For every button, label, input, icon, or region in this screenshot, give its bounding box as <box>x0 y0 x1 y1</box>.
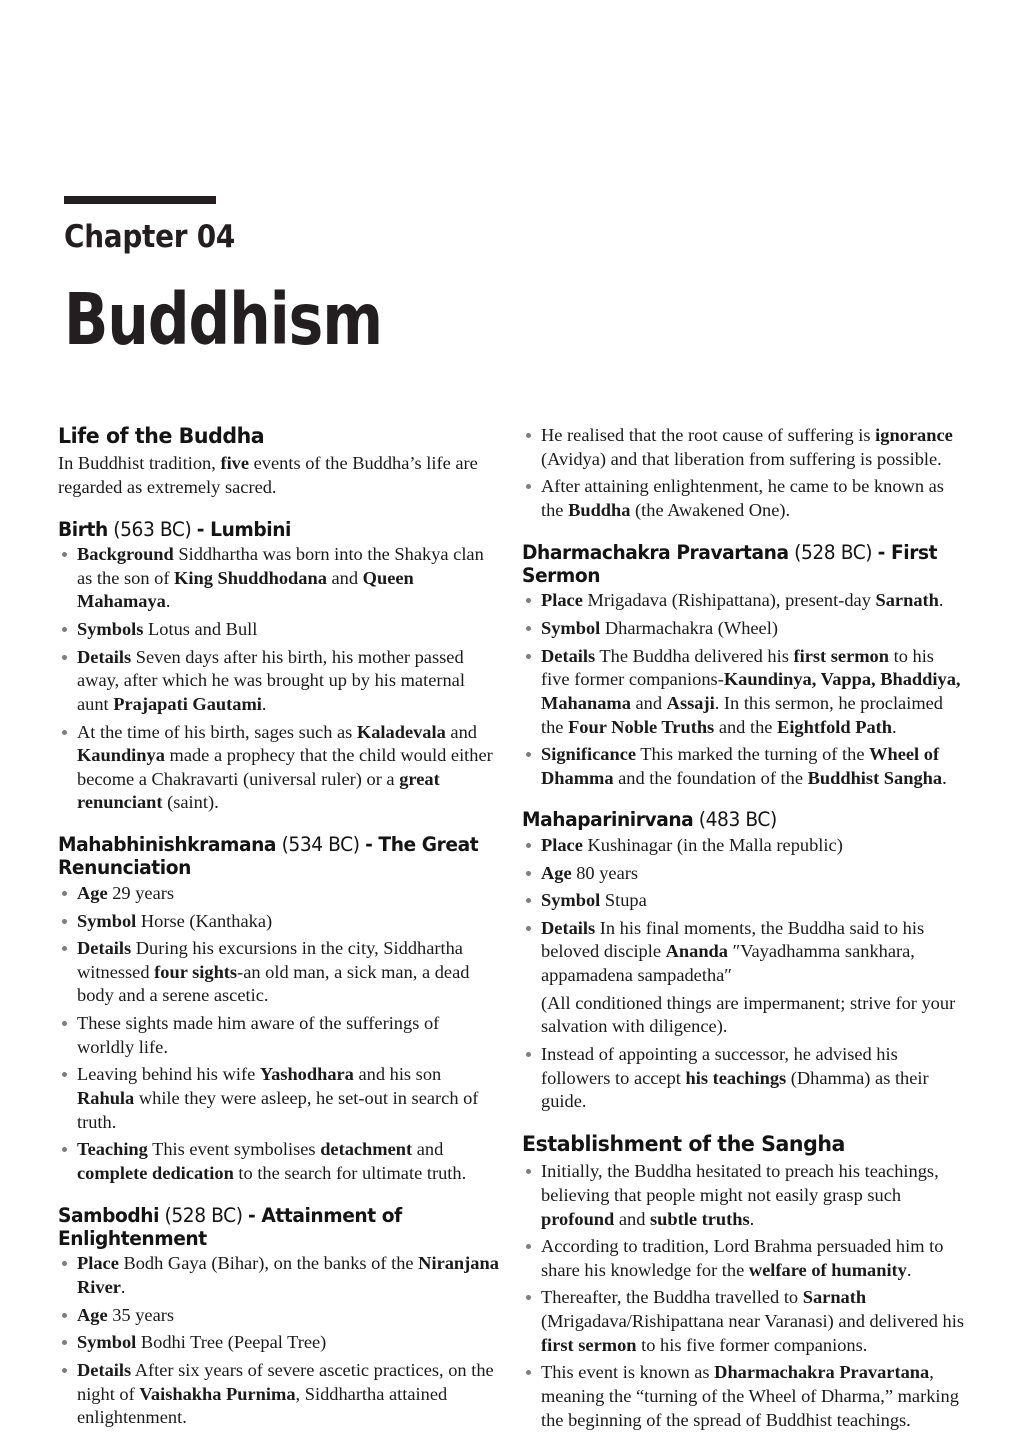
subheading-name: Sambodhi <box>58 1203 160 1227</box>
bullet-text: Bodhi Tree (Peepal Tree) <box>136 1332 327 1353</box>
subheading-date: (528 BC) <box>788 540 878 564</box>
bullet-lead: Symbol <box>77 910 137 931</box>
section-heading-establishment-of-the-sangha: Establishment of the Sangha <box>522 1131 845 1157</box>
list-item <box>58 1252 501 1299</box>
subheading-mahaparinirvana <box>522 808 945 831</box>
subheading-name: Dharmachakra Pravartana <box>522 540 789 564</box>
subheading-suffix: - First Sermon <box>522 540 938 587</box>
bullet-bold: Kaundinya <box>77 745 165 766</box>
bullet-bold: Assaji <box>666 692 715 713</box>
bullet-lead: Place <box>77 1253 119 1274</box>
subheading-birth-date: (563 BC) <box>107 517 197 541</box>
subheading-birth-name: Birth <box>58 517 108 541</box>
list-item <box>522 589 965 613</box>
bullet-text: (Mrigadava/Rishipattana near Varanasi) and delivered his <box>541 1311 965 1332</box>
bullet-lead: Details <box>77 938 132 959</box>
subheading-date: (483 BC) <box>693 808 777 832</box>
bullet-text: Siddhartha was born into the Shakya clan as the son of <box>77 544 484 588</box>
intro-paragraph <box>58 452 501 499</box>
bullet-bold: Eightfold Path <box>777 716 893 737</box>
dharmachakra-bullet-list <box>522 589 965 790</box>
bullet-bold: Buddhist Sangha <box>807 767 943 788</box>
bullet-text: , Siddhartha attained enlightenment. <box>77 1383 448 1428</box>
bullet-text: (saint). <box>162 792 219 813</box>
bullet-text: 80 years <box>571 862 639 883</box>
right-column <box>522 424 965 1436</box>
bullet-text: (Dhamma) as their guide. <box>541 1067 929 1112</box>
list-item <box>58 1304 501 1328</box>
bullet-lead: Age <box>541 862 572 883</box>
bullet-text: to the search for ultimate truth. <box>233 1162 467 1183</box>
bullet-bold: ignorance <box>875 425 953 445</box>
bullet-text: Kushinagar (in the Malla republic) <box>582 834 843 855</box>
list-item <box>522 862 965 886</box>
bullet-bold: Buddha <box>568 499 631 520</box>
bullet-text: This event is known as <box>541 1362 715 1383</box>
bullet-bold: Kaladevala <box>356 721 446 742</box>
list-item <box>522 889 965 913</box>
bullet-lead: Details <box>77 1359 132 1380</box>
bullet-lead: Place <box>541 590 583 611</box>
subheading-date: (528 BC) <box>159 1203 249 1227</box>
bullet-text: Leaving behind his wife <box>77 1064 260 1085</box>
bullet-bold: first sermon <box>793 645 889 666</box>
list-item <box>522 917 965 988</box>
bullet-text: . <box>906 1259 912 1280</box>
bullet-text: . <box>165 591 171 612</box>
bullet-bold: Kaundinya, Vappa, Bhaddiya, Mahanama <box>541 669 961 713</box>
section-heading-life-of-the-buddha: Life of the Buddha <box>58 424 265 449</box>
list-item <box>58 543 501 614</box>
list-item <box>58 1012 501 1059</box>
bullet-bold: welfare of humanity <box>748 1259 907 1280</box>
bullet-text: The Buddha delivered his <box>595 645 794 666</box>
list-item <box>58 910 501 934</box>
chapter-title: Buddhism <box>64 277 383 361</box>
birth-bullet-list <box>58 543 501 815</box>
list-item <box>58 1359 501 1430</box>
bullet-text: . <box>261 693 267 714</box>
bullet-text: This marked the turning of the <box>636 744 870 765</box>
bullet-text: Horse (Kanthaka) <box>136 910 273 931</box>
bullet-text: made a prophecy that the child would either become a Chakravarti (universal ruler) or a <box>77 745 493 789</box>
bullet-bold: Niranjana River <box>77 1253 499 1297</box>
bullet-bold: King Shuddhodana <box>174 567 327 588</box>
bullet-bold: complete dedication <box>77 1162 234 1183</box>
list-item <box>58 618 501 642</box>
bullet-bold: detachment <box>320 1139 413 1160</box>
bullet-bold: Yashodhara <box>259 1064 354 1085</box>
subheading-sambodhi <box>58 1204 481 1251</box>
list-item <box>522 1235 965 1282</box>
bullet-text: and the <box>714 716 778 737</box>
subheading-date: (534 BC) <box>276 833 366 857</box>
list-item <box>522 1286 965 1357</box>
bullet-text: and <box>630 692 667 713</box>
bullet-text: and the foundation of the <box>613 767 808 788</box>
list-item <box>522 645 965 740</box>
bullet-text: Lotus and Bull <box>143 618 258 639</box>
bullet-text: (Avidya) and that liberation from suffering is possible. <box>541 448 942 469</box>
bullet-text: This event symbolises <box>147 1139 321 1160</box>
bullet-text: Bodh Gaya (Bihar), on the banks of the <box>118 1253 419 1274</box>
bullet-text: to his five former companions- <box>541 645 934 690</box>
bullet-text: Stupa <box>600 890 647 911</box>
subheading-suffix: - Attainment of Enlightenment <box>58 1203 402 1250</box>
bullet-lead: Details <box>77 646 132 667</box>
bullet-lead: Teaching <box>77 1139 148 1160</box>
bullet-lead: Age <box>77 882 108 903</box>
bullet-text: and <box>326 567 363 588</box>
bullet-text: . <box>749 1208 755 1229</box>
bullet-text: . In this sermon, he proclaimed the <box>541 692 943 737</box>
subheading-birth <box>58 518 481 541</box>
subheading-name: Mahaparinirvana <box>522 808 694 832</box>
bullet-bold: his teachings <box>685 1067 787 1088</box>
bullet-lead: Symbol <box>77 1332 137 1353</box>
sangha-bullet-list <box>522 1160 965 1432</box>
bullet-bold: Queen Mahamaya <box>77 567 414 612</box>
bullet-text: After attaining enlightenment, he came to be known as the <box>541 476 944 520</box>
bullet-bold: Ananda <box>665 941 728 962</box>
bullet-text: and <box>614 1208 651 1229</box>
bullet-bold: Wheel of Dhamma <box>541 744 940 788</box>
bullet-text: Instead of appointing a successor, he advised his followers to accept <box>541 1043 898 1088</box>
bullet-text: ″Vayadhamma sankhara, appamadena sampadetha″ <box>541 941 915 986</box>
bullet-bold: subtle truths <box>650 1208 750 1229</box>
sambodhi-bullet-list <box>58 1252 501 1429</box>
bullet-text: After six years of severe ascetic practices, on the night of <box>77 1359 494 1404</box>
list-item <box>58 1331 501 1355</box>
bullet-bold: Sarnath <box>802 1287 867 1308</box>
list-item <box>58 937 501 1008</box>
mahaparinirvana-bullet-list <box>522 834 965 1114</box>
bullet-text: and <box>445 721 477 742</box>
chapter-label: Chapter 04 <box>64 219 235 255</box>
list-item <box>522 743 965 790</box>
paren-note: (All conditioned things are impermanent; strive for your salvation with diligence). <box>541 992 956 1037</box>
list-item <box>58 1063 501 1134</box>
bullet-text: and <box>412 1139 444 1160</box>
bullet-lead: Details <box>541 917 596 938</box>
bullet-text: At the time of his birth, sages such as <box>77 721 357 742</box>
bullet-text: Dharmachakra (Wheel) <box>600 617 778 638</box>
bullet-lead: Symbols <box>77 618 144 639</box>
bullet-bold: Dharmachakra Pravartana <box>714 1362 930 1383</box>
bullet-text: (the Awakened One). <box>630 499 791 520</box>
list-item <box>522 475 965 522</box>
left-column <box>58 424 501 1434</box>
bullet-text: Mrigadava (Rishipattana), present-day <box>582 590 876 611</box>
bullet-text: . <box>892 716 897 737</box>
body-columns <box>0 424 1024 1430</box>
bullet-lead: Details <box>541 645 596 666</box>
list-item <box>522 617 965 641</box>
bullet-text: These sights made him aware of the sufferings of worldly life. <box>77 1013 440 1057</box>
chapter-header <box>64 196 484 361</box>
subheading-suffix: - The Great Renunciation <box>58 833 479 880</box>
bullet-bold: four sights <box>154 961 238 982</box>
bullet-bold: profound <box>541 1208 615 1229</box>
bullet-text: to his five former companions. <box>636 1334 868 1355</box>
top-bullet-list <box>522 424 965 523</box>
list-item <box>58 1138 501 1185</box>
list-item <box>522 834 965 858</box>
bullet-lead: Age <box>77 1304 108 1325</box>
subheading-mahabhinishkramana <box>58 833 481 880</box>
subheading-name: Mahabhinishkramana <box>58 833 277 857</box>
bullet-text: During his excursions in the city, Siddhartha witnessed <box>77 938 463 982</box>
bullet-text: 29 years <box>107 882 175 903</box>
bullet-text: . <box>938 590 944 611</box>
list-item <box>522 1043 965 1114</box>
list-item <box>58 882 501 906</box>
bullet-lead: Symbol <box>541 890 601 911</box>
bullet-bold: first sermon <box>541 1334 637 1355</box>
mahabhinishkramana-bullet-list <box>58 882 501 1186</box>
list-item <box>58 721 501 816</box>
bullet-lead: Background <box>77 544 174 565</box>
bullet-bold: Rahula <box>77 1087 135 1108</box>
bullet-bold: Sarnath <box>875 590 939 611</box>
subheading-dharmachakra-pravartana <box>522 541 945 588</box>
bullet-text: Thereafter, the Buddha travelled to <box>541 1287 803 1308</box>
bullet-text: According to tradition, Lord Brahma persuaded him to share his knowledge for the <box>541 1236 944 1280</box>
bullet-lead: Significance <box>541 744 637 765</box>
bullet-bold: Vaishakha Purnima <box>139 1383 296 1404</box>
bullet-text: and his son <box>353 1064 442 1085</box>
bullet-text: Initially, the Buddha hesitated to preach his teachings, believing that people might not easily grasp such <box>541 1161 939 1205</box>
intro-text-before: In Buddhist tradition, <box>58 453 221 474</box>
bullet-bold: Prajapati Gautami <box>113 693 262 714</box>
bullet-text: while they were asleep, he set-out in search of truth. <box>77 1087 479 1132</box>
bullet-text: . <box>120 1276 126 1297</box>
list-item <box>58 646 501 717</box>
bullet-bold: great renunciant <box>77 768 440 813</box>
bullet-text: 35 years <box>107 1304 175 1325</box>
list-item <box>522 1160 965 1231</box>
bullet-lead: Place <box>541 834 583 855</box>
bullet-text: -an old man, a sick man, a dead body and a serene ascetic. <box>77 961 470 1006</box>
bullet-text: Seven days after his birth, his mother passed away, after which he was brought up by his maternal aunt <box>77 646 465 714</box>
list-item <box>522 424 965 471</box>
intro-bold: five <box>220 453 250 474</box>
bullet-text: , meaning the “turning of the Wheel of Dharma,” marking the beginning of the spread of Buddhist teachings. <box>541 1362 959 1430</box>
bullet-lead: Symbol <box>541 617 601 638</box>
bullet-text: . <box>942 767 947 788</box>
intro-text-after: events of the Buddha’s life are regarded as extremely sacred. <box>58 453 478 497</box>
bullet-bold: Four Noble Truths <box>568 716 715 737</box>
bullet-text: He realised that the root cause of suffering is <box>541 425 876 445</box>
list-item <box>522 1361 965 1432</box>
bullet-text: In his final moments, the Buddha said to his beloved disciple <box>541 917 925 962</box>
chapter-rule-divider <box>64 196 216 204</box>
subheading-birth-place: - Lumbini <box>196 517 292 541</box>
